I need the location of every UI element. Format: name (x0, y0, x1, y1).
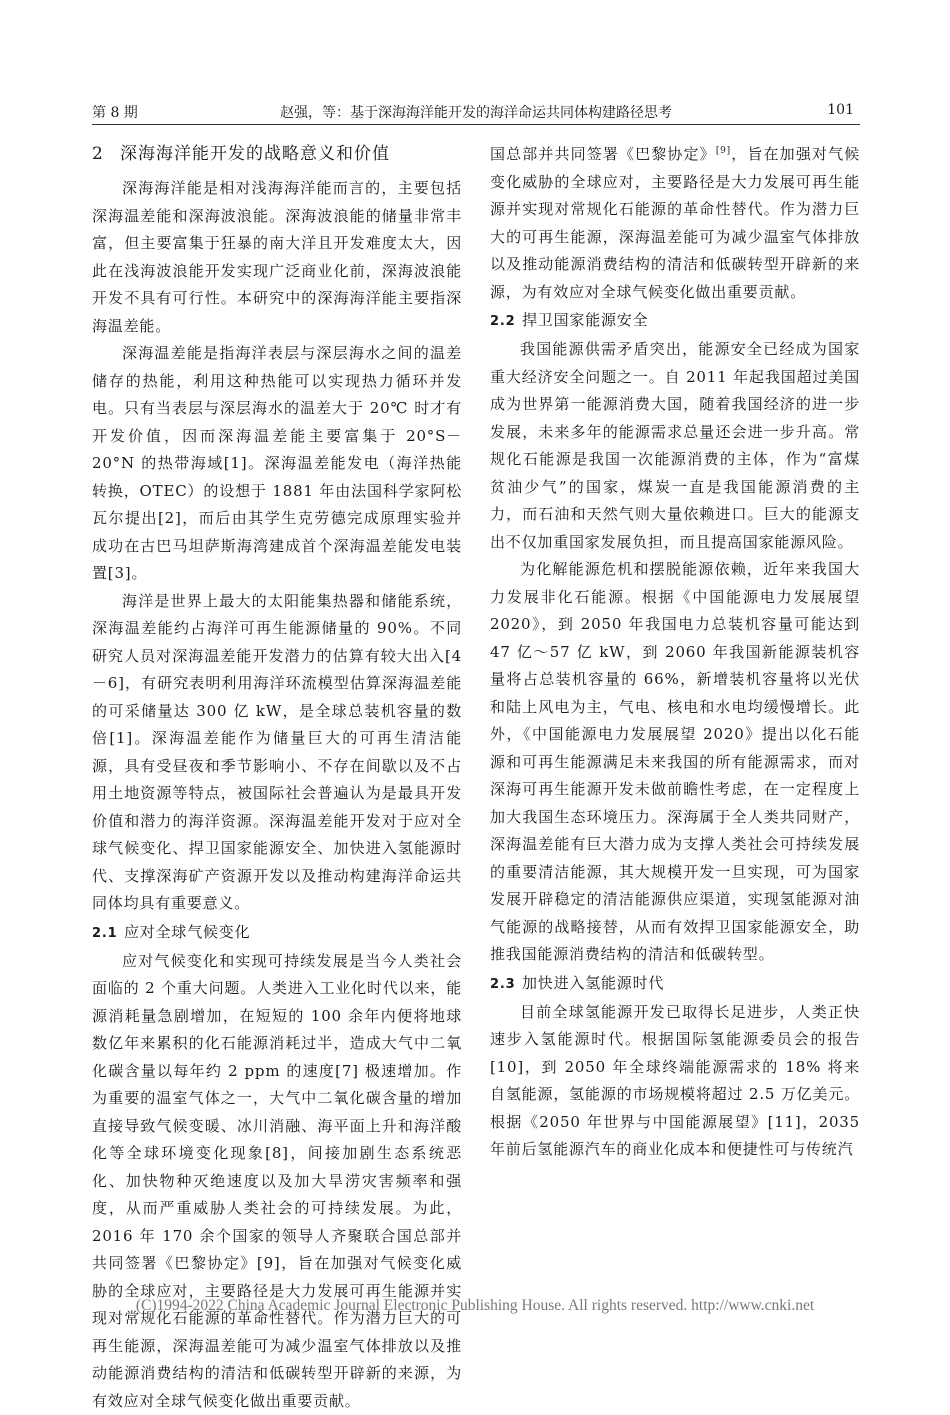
left-column (92, 138, 462, 1410)
issue-number: 第 8 期 (92, 105, 138, 121)
running-title: 赵强，等：基于深海海洋能开发的海洋命运共同体构建路径思考 (280, 105, 672, 121)
section-number: 2.3 (490, 976, 516, 992)
section-number: 2 (92, 144, 104, 164)
paragraph-continued: 国总部并共同签署《巴黎协定》[9]，旨在加强对气候变化威胁的全球应对，主要路径是大力发展可再生能源并实现对常规化石能源的革命性替代。作为潜力巨大的可再生能源，深海温差能可为减少温室气体排放以及推动能源消费结构的清洁和低碳转型开辟新的来源，为有效应对全球气候变化做出重要贡献。 (490, 145, 861, 301)
page-number: 101 (827, 102, 854, 118)
section-title: 深海海洋能开发的战略意义和价值 (120, 144, 390, 164)
section-2-2-heading (490, 307, 860, 335)
section-number: 2.2 (490, 314, 516, 329)
paragraph: 为化解能源危机和摆脱能源依赖，近年来我国大力发展非化石能源。根据《中国能源电力发展展望 2020》，到 2050 年我国电力总装机容量可能达到 47 亿～57 亿 kW，到 2060 年我国新能源装机容量将占总装机容量的 66%，新增装机容量将以光伏和陆上风电为主，气电、核电和水电均缓慢增长。此外，《中国能源电力发展展望 2020》提出以化石能源和可再生能源满足未来我国的所有能源需求，而对深海可再生能源开发未做前瞻性考虑，在一定程度上加大我国生态环境压力。深海属于全人类共同财产，深海温差能有巨大潜力成为支撑人类社会可持续发展的重要清洁能源，其大规模开发一旦实现，可为国家发展开辟稳定的清洁能源供应渠道，实现氢能源对油气能源的战略接替，从而有效捍卫国家能源安全，助推我国能源消费结构的清洁和低碳转型。 (490, 560, 860, 963)
section-title: 捍卫国家能源安全 (522, 311, 649, 329)
paragraph: 应对气候变化和实现可持续发展是当今人类社会面临的 2 个重大问题。人类进入工业化时代以来，能源消耗量急剧增加，在短短的 100 余年内便将地球数亿年来累积的化石能源消耗过半，造成大气中二氧化碳含量以每年约 2 ppm 的速度[7] 极速增加。作为重要的温室气体之一，大气中二氧化碳含量的增加直接导致气候变暖、冰川消融、海平面上升和海洋酸化等全球环境变化现象[8]，间接加剧生态系统恶化、加快物种灭绝速度以及加大旱涝灾害频率和强度，从而严重威胁人类社会的可持续发展。为此，2016 年 170 余个国家的领导人齐聚联合国总部并共同签署《巴黎协定》[9]，旨在加强对气候变化威胁的全球应对，主要路径是大力发展可再生能源并实现对常规化石能源的革命性替代。作为潜力巨大的可再生能源，深海温差能可为减少温室气体排放以及推动能源消费结构的清洁和低碳转型开辟新的来源，为有效应对全球气候变化做出重要贡献。 (92, 951, 462, 1410)
section-title: 加快进入氢能源时代 (522, 973, 665, 992)
paragraph: 我国能源供需矛盾突出，能源安全已经成为国家重大经济安全问题之一。自 2011 年起我国超过美国成为世界第一能源消费大国，随着我国经济的进一步发展，未来多年的能源需求总量还会进一步升高。常规化石能源是我国一次能源消费的主体，作为“富煤贫油少气”的国家，煤炭一直是我国能源消费的主力，而石油和天然气则大量依赖进口。巨大的能源支出不仅加重国家发展负担，而且提高国家能源风险。 (490, 340, 860, 551)
section-title: 应对全球气候变化 (124, 922, 251, 941)
running-header (92, 100, 860, 125)
paragraph: 目前全球氢能源开发已取得长足进步，人类正快速步入氢能源时代。根据国际氢能源委员会的报告[10]，到 2050 年全球终端能源需求的 18% 将来自氢能源，氢能源的市场规模将超过 2.5 万亿美元。根据《2050 年世界与中国能源展望》[11]，2035 年前后氢能源汽车的商业化成本和便捷性可与传统汽 (490, 1002, 860, 1158)
paragraph: 深海温差能是指海洋表层与深层海水之间的温差储存的热能，利用这种热能可以实现热力循环并发电。只有当表层与深层海水的温差大于 20℃ 时才有开发价值，因而深海温差能主要富集于 20°S－20°N 的热带海域[1]。深海温差能发电（海洋热能转换，OTEC）的设想于 1881 年由法国科学家阿松瓦尔提出[2]，而后由其学生克劳德完成原理实验并成功在古巴马坦萨斯海湾建成首个深海温差能发电装置[3]。 (92, 344, 462, 582)
paragraph: 深海海洋能是相对浅海海洋能而言的，主要包括深海温差能和深海波浪能。深海波浪能的储量非常丰富，但主要富集于狂暴的南大洋且开发难度太大，因此在浅海波浪能开发实现广泛商业化前，深海波浪能开发不具有可行性。本研究中的深海海洋能主要指深海温差能。 (92, 179, 462, 335)
section-2-1-heading (92, 919, 462, 947)
right-column (490, 138, 860, 1164)
section-2-3-heading (490, 970, 860, 998)
copyright-footer: (C)1994-2022 China Academic Journal Electronic Publishing House. All rights reserved. http://www.cnki.net (135, 1297, 815, 1314)
section-number: 2.1 (92, 925, 118, 941)
section-2-heading (92, 140, 462, 168)
paragraph: 海洋是世界上最大的太阳能集热器和储能系统，深海温差能约占海洋可再生能源储量的 90%。不同研究人员对深海温差能开发潜力的估算有较大出入[4－6]，有研究表明利用海洋环流模型估算深海温差能的可采储量达 300 亿 kW，是全球总装机容量的数倍[1]。深海温差能作为储量巨大的可再生清洁能源，具有受昼夜和季节影响小、不存在间歇以及不占用土地资源等特点，被国际社会普遍认为是最具开发价值和潜力的海洋资源。深海温差能开发对于应对全球气候变化、捍卫国家能源安全、加快进入氢能源时代、支撑深海矿产资源开发以及推动构建海洋命运共同体均具有重要意义。 (92, 591, 462, 912)
